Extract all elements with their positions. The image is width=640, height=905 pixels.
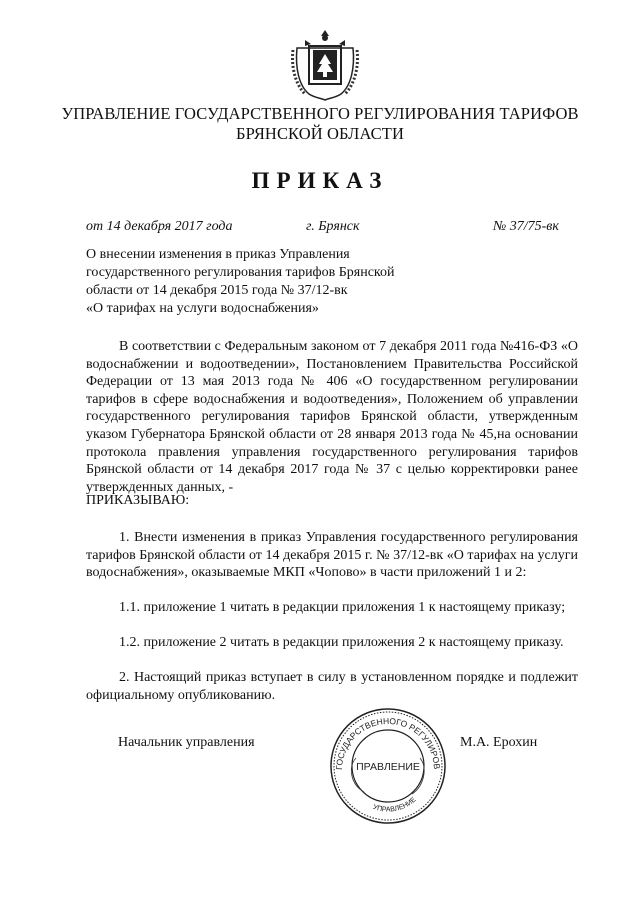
order-item-1: 1. Внести изменения в приказ Управления государственного регулирования тарифов Брянской области от 14 декабря 2015 г. № 37/12-вк «О тарифах на услуги водоснабжения», оказываемые МКП «Чопово» в части приложений 1 и 2: [86,530,578,581]
signatory-position: Начальник управления [118,735,255,750]
preamble-paragraph: В соответствии с Федеральным законом от 7 декабря 2011 года №416-ФЗ «О водоснабжении и водоотведении», Постановлением Правительства Российской Федерации от 13 мая 2013 года № 406 «О государственном регулировании тарифов в сфере водоснабжения и водоотведения», Положением об управлении государственного регулирования тарифов Брянской области, утвержденным указом Губернатора Брянской области от 28 января 2013 года № 45,на основании протокола правления управления государственного регулирования тарифов Брянской области от 14 декабря 2017 года № 37 с целью корректировки ранее утвержденных данных, - [86,339,578,495]
stamp-ring-text: ГОСУДАРСТВЕННОГО РЕГУЛИРОВ [333,715,443,771]
organization-region: БРЯНСКОЙ ОБЛАСТИ [236,124,404,143]
order-item-1-2: 1.2. приложение 2 читать в редакции приложения 2 к настоящему приказу. [119,635,564,650]
document-city: г. Брянск [306,219,360,234]
subject-line: государственного регулирования тарифов Брянской [86,265,395,280]
organization-name: УПРАВЛЕНИЕ ГОСУДАРСТВЕННОГО РЕГУЛИРОВАНИЯ ТАРИФОВ [61,104,579,123]
stamp-center-text: ПРАВЛЕНИЕ [356,761,420,773]
svg-text:УПРАВЛЕНИЕ [372,796,418,814]
order-item-1-1: 1.1. приложение 1 читать в редакции приложения 1 к настоящему приказу; [119,600,566,615]
signatory-name: М.А. Ерохин [460,735,538,750]
subject-line: О внесении изменения в приказ Управления [86,247,350,262]
document-date: от 14 декабря 2017 года [86,219,233,234]
coat-of-arms-icon [291,28,359,102]
order-item-2: 2. Настоящий приказ вступает в силу в установленном порядке и подлежит официальному опубликованию. [86,670,578,703]
subject-line: области от 14 декабря 2015 года № 37/12-вк [86,283,348,298]
document-title: ПРИКАЗ [251,168,389,193]
subject-line: «О тарифах на услуги водоснабжения» [86,301,319,316]
official-stamp [328,706,448,826]
document-number: № 37/75-вк [493,219,559,234]
stamp-bottom-text: УПРАВЛЕНИЕ [371,796,418,814]
order-word: ПРИКАЗЫВАЮ: [86,493,190,508]
